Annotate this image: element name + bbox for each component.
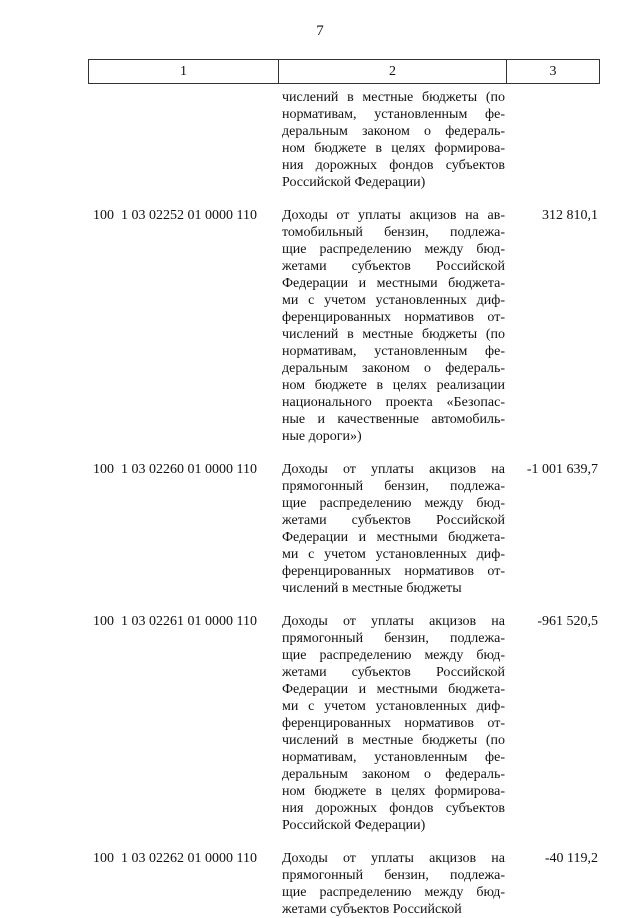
header-column-3: 3 <box>549 63 557 79</box>
header-column-2: 2 <box>279 60 507 83</box>
description-line: Доходы от уплаты акцизов на <box>282 851 505 866</box>
description-line: деральным законом о федераль- <box>282 124 505 139</box>
description-line: щие распределению между бюд- <box>282 648 505 663</box>
description-line: ном бюджете в целях реализации <box>282 378 505 393</box>
description-line: Федерации и местными бюджета- <box>282 530 505 545</box>
description-line: щие распределению между бюд- <box>282 242 505 257</box>
income-description <box>282 461 505 597</box>
description-line: жетами субъектов Российской <box>282 665 505 680</box>
budget-code: 100 1 03 02260 01 0000 110 <box>93 462 257 477</box>
description-line: жетами субъектов Российской <box>282 513 505 528</box>
description-line: ния дорожных фондов субъектов <box>282 158 505 173</box>
description-line: прямогонный бензин, подлежа- <box>282 479 505 494</box>
description-line: щие распределению между бюд- <box>282 496 505 511</box>
description-line: ми с учетом установленных диф- <box>282 547 505 562</box>
description-line: числений в местные бюджеты <box>282 581 462 596</box>
description-line: прямогонный бензин, подлежа- <box>282 631 505 646</box>
budget-code: 100 1 03 02261 01 0000 110 <box>93 614 257 629</box>
description-line: Доходы от уплаты акцизов на ав- <box>282 208 505 223</box>
description-line: ном бюджете в целях формирова- <box>282 141 505 156</box>
description-line: жетами субъектов Российской <box>282 259 505 274</box>
table-row <box>0 613 640 834</box>
description-line: ния дорожных фондов субъектов <box>282 801 505 816</box>
description-line: томобильный бензин, подлежа- <box>282 225 505 240</box>
amount-value: -1 001 639,7 <box>526 462 598 477</box>
amount-value: 312 810,1 <box>542 208 598 223</box>
description-line: ференцированных нормативов от- <box>282 716 505 731</box>
table-row <box>0 207 640 445</box>
description-line: жетами субъектов Российской <box>282 902 462 917</box>
description-line: ми с учетом установленных диф- <box>282 293 505 308</box>
description-line: национального проекта «Безопас- <box>282 395 505 410</box>
description-line: Доходы от уплаты акцизов на <box>282 462 505 477</box>
description-line: Федерации и местными бюджета- <box>282 682 505 697</box>
description-line: нормативам, установленным фе- <box>282 344 505 359</box>
table-row <box>0 850 640 918</box>
description-line: деральным законом о федераль- <box>282 361 505 376</box>
income-description <box>282 207 505 445</box>
description-line: нормативам, установленным фе- <box>282 107 505 122</box>
description-line: числений в местные бюджеты (по <box>282 327 505 342</box>
description-line: ференцированных нормативов от- <box>282 564 505 579</box>
budget-code: 100 1 03 02252 01 0000 110 <box>93 208 257 223</box>
description-line: числений в местные бюджеты (по <box>282 90 505 105</box>
description-line: нормативам, установленным фе- <box>282 750 505 765</box>
description-line: ми с учетом установленных диф- <box>282 699 505 714</box>
income-description <box>282 89 505 191</box>
description-line: прямогонный бензин, подлежа- <box>282 868 505 883</box>
description-line: числений в местные бюджеты (по <box>282 733 505 748</box>
amount-value: -961 520,5 <box>537 614 598 629</box>
description-line: Федерации и местными бюджета- <box>282 276 505 291</box>
income-description <box>282 850 505 918</box>
description-line: ные дороги») <box>282 429 362 444</box>
description-line: Российской Федерации) <box>282 175 426 190</box>
budget-code: 100 1 03 02262 01 0000 110 <box>93 851 257 866</box>
table-body <box>0 89 640 918</box>
description-line: ные и качественные автомобиль- <box>282 412 505 427</box>
table-header <box>88 59 600 84</box>
amount-value: -40 119,2 <box>544 851 598 866</box>
description-line: Доходы от уплаты акцизов на <box>282 614 505 629</box>
page-number: 7 <box>316 23 324 39</box>
table-row <box>0 89 640 191</box>
table-row <box>0 461 640 597</box>
description-line: ференцированных нормативов от- <box>282 310 505 325</box>
description-line: щие распределению между бюд- <box>282 885 505 900</box>
description-line: Российской Федерации) <box>282 818 426 833</box>
description-line: деральным законом о федераль- <box>282 767 505 782</box>
description-line: ном бюджете в целях формирова- <box>282 784 505 799</box>
header-column-1: 1 <box>89 60 279 83</box>
income-description <box>282 613 505 834</box>
